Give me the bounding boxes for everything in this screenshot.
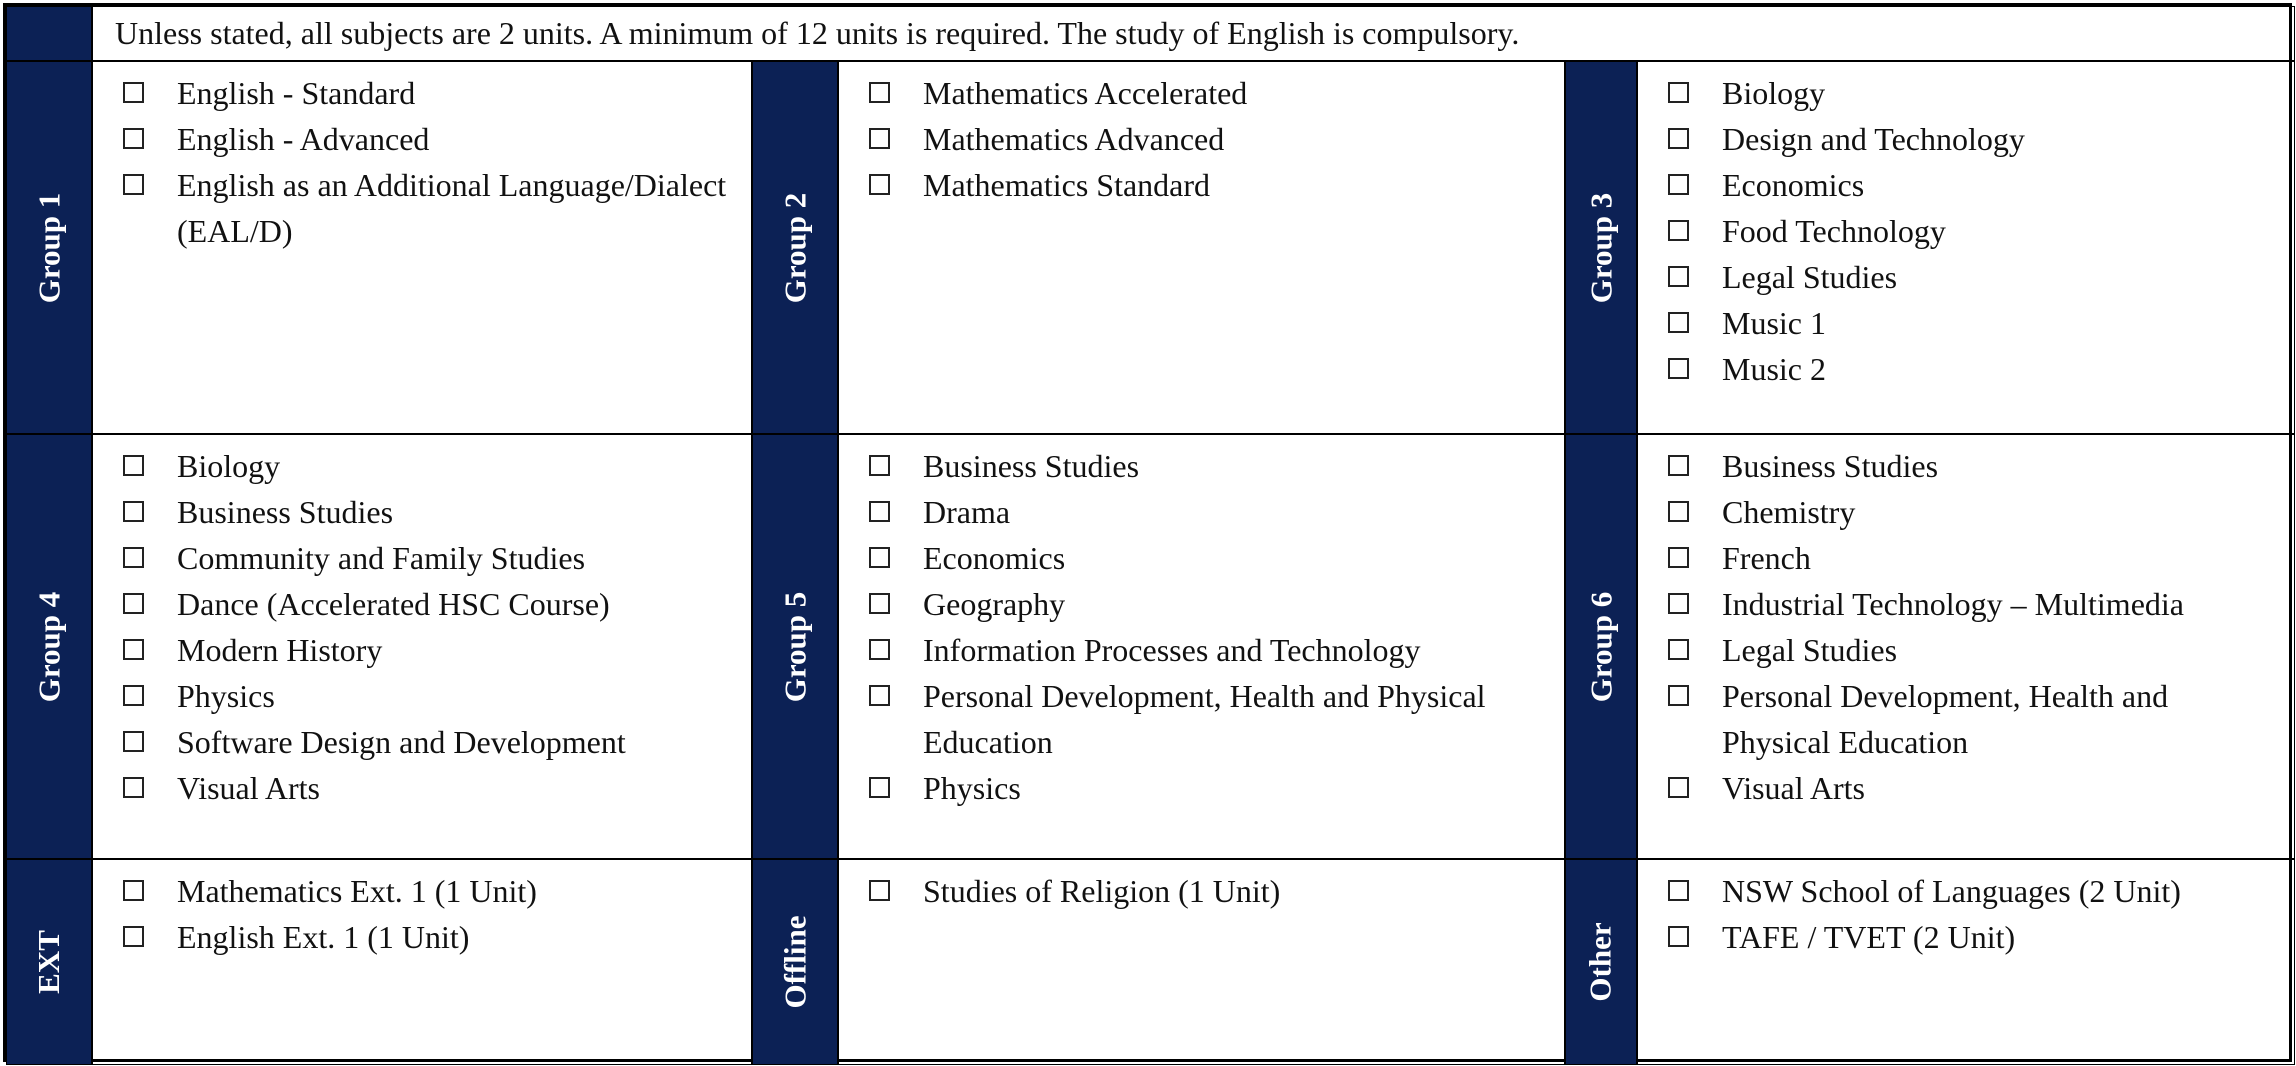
checkbox[interactable] xyxy=(1668,358,1689,379)
subject-label: Economics xyxy=(923,540,1066,576)
group-6-subject-list xyxy=(1637,434,2295,859)
subject-option[interactable] xyxy=(123,581,751,627)
ext-label-cell xyxy=(6,859,92,1065)
group-5-label-cell xyxy=(752,434,838,859)
subject-option[interactable] xyxy=(1668,300,2294,346)
subject-label: Biology xyxy=(1722,75,1826,111)
group-3-label-cell xyxy=(1565,61,1637,434)
subject-option[interactable] xyxy=(123,673,751,719)
group-4-label: Group 4 xyxy=(31,591,67,702)
checkbox[interactable] xyxy=(123,501,144,522)
subject-option[interactable] xyxy=(123,70,751,116)
checkbox[interactable] xyxy=(1668,455,1689,476)
checkbox[interactable] xyxy=(1668,501,1689,522)
subject-label: Mathematics Ext. 1 (1 Unit) xyxy=(177,873,537,909)
subject-option[interactable] xyxy=(123,489,751,535)
checkbox[interactable] xyxy=(123,880,144,901)
subject-label: Software Design and Development xyxy=(177,724,626,760)
subject-option[interactable] xyxy=(1668,673,2294,765)
subject-label: Drama xyxy=(923,494,1011,530)
checkbox[interactable] xyxy=(1668,593,1689,614)
group-1-label: Group 1 xyxy=(31,192,67,303)
subject-label: Mathematics Standard xyxy=(923,167,1211,203)
checkbox[interactable] xyxy=(869,593,890,614)
subject-label: TAFE / TVET (2 Unit) xyxy=(1722,919,2016,955)
subject-option[interactable] xyxy=(869,765,1564,811)
subject-option[interactable] xyxy=(1668,489,2294,535)
group-1-subject-list xyxy=(92,61,752,434)
subject-label: Legal Studies xyxy=(1722,259,1898,295)
subject-option[interactable] xyxy=(1668,765,2294,811)
subject-label: English as an Additional Language/Dialect (EAL/D) xyxy=(177,167,727,249)
subject-option[interactable] xyxy=(1668,254,2294,300)
checkbox[interactable] xyxy=(123,777,144,798)
subject-option[interactable] xyxy=(123,162,751,254)
subject-option[interactable] xyxy=(1668,581,2294,627)
subject-option[interactable] xyxy=(1668,208,2294,254)
checkbox[interactable] xyxy=(1668,220,1689,241)
subject-label: Physics xyxy=(177,678,275,714)
subject-label: Information Processes and Technology xyxy=(923,632,1421,668)
subject-option[interactable] xyxy=(123,116,751,162)
checkbox[interactable] xyxy=(1668,777,1689,798)
checkbox[interactable] xyxy=(123,926,144,947)
subject-label: Visual Arts xyxy=(177,770,320,806)
subject-label: Biology xyxy=(177,448,281,484)
subject-option[interactable] xyxy=(123,535,751,581)
subject-label: English - Advanced xyxy=(177,121,430,157)
group-5-label: Group 5 xyxy=(777,591,813,702)
checkbox[interactable] xyxy=(1668,128,1689,149)
subject-label: Visual Arts xyxy=(1722,770,1865,806)
checkbox[interactable] xyxy=(123,639,144,660)
subject-label: Chemistry xyxy=(1722,494,1856,530)
ext-label: EXT xyxy=(31,930,66,994)
checkbox[interactable] xyxy=(1668,82,1689,103)
other-label: Other xyxy=(1583,922,1619,1002)
offline-label-cell xyxy=(752,859,838,1065)
ext-subject-list xyxy=(92,859,752,1065)
subject-label: Design and Technology xyxy=(1722,121,2025,157)
checkbox[interactable] xyxy=(869,880,890,901)
checkbox[interactable] xyxy=(123,731,144,752)
subject-option[interactable] xyxy=(123,868,751,914)
checkbox[interactable] xyxy=(1668,547,1689,568)
subject-label: Legal Studies xyxy=(1722,632,1898,668)
subject-option[interactable] xyxy=(869,443,1564,489)
subject-label: Food Technology xyxy=(1722,213,1946,249)
header-side-cell xyxy=(6,6,92,61)
subject-option[interactable] xyxy=(1668,443,2294,489)
subject-label: Music 2 xyxy=(1722,351,1826,387)
group-4-subject-list xyxy=(92,434,752,859)
subject-label: Studies of Religion (1 Unit) xyxy=(923,873,1281,909)
checkbox[interactable] xyxy=(869,547,890,568)
checkbox[interactable] xyxy=(123,685,144,706)
checkbox[interactable] xyxy=(123,593,144,614)
group-2-label-cell xyxy=(752,61,838,434)
subject-option[interactable] xyxy=(1668,627,2294,673)
subject-label: Geography xyxy=(923,586,1066,622)
subject-option[interactable] xyxy=(869,70,1564,116)
subject-selection-table xyxy=(3,3,2292,1062)
subject-label: Economics xyxy=(1722,167,1865,203)
subject-label: Modern History xyxy=(177,632,383,668)
offline-label: Offline xyxy=(777,915,812,1009)
subject-option[interactable] xyxy=(1668,346,2294,392)
checkbox[interactable] xyxy=(123,174,144,195)
checkbox[interactable] xyxy=(869,174,890,195)
checkbox[interactable] xyxy=(1668,880,1689,901)
subject-option[interactable] xyxy=(869,627,1564,673)
subject-option[interactable] xyxy=(869,535,1564,581)
group-2-label: Group 2 xyxy=(777,192,813,303)
subject-option[interactable] xyxy=(869,162,1564,208)
group-2-subject-list xyxy=(838,61,1565,434)
subject-label: French xyxy=(1722,540,1811,576)
checkbox[interactable] xyxy=(1668,685,1689,706)
subject-option[interactable] xyxy=(869,673,1564,765)
checkbox[interactable] xyxy=(869,777,890,798)
subject-label: Business Studies xyxy=(177,494,394,530)
checkbox[interactable] xyxy=(1668,174,1689,195)
checkbox[interactable] xyxy=(1668,926,1689,947)
checkbox[interactable] xyxy=(869,455,890,476)
subject-option[interactable] xyxy=(1668,914,2294,960)
subject-option[interactable] xyxy=(123,443,751,489)
group-6-label-cell xyxy=(1565,434,1637,859)
subject-option[interactable] xyxy=(1668,868,2294,914)
subject-option[interactable] xyxy=(869,489,1564,535)
subject-label: Physics xyxy=(923,770,1021,806)
other-subject-list xyxy=(1637,859,2295,1065)
subject-label: English - Standard xyxy=(177,75,416,111)
subject-label: Music 1 xyxy=(1722,305,1826,341)
subject-option[interactable] xyxy=(1668,70,2294,116)
subject-label: Business Studies xyxy=(923,448,1140,484)
subject-option[interactable] xyxy=(869,581,1564,627)
group-6-label: Group 6 xyxy=(1583,591,1619,702)
checkbox[interactable] xyxy=(123,547,144,568)
checkbox[interactable] xyxy=(123,82,144,103)
checkbox[interactable] xyxy=(1668,639,1689,660)
subject-option[interactable] xyxy=(869,868,1564,914)
subject-label: Business Studies xyxy=(1722,448,1939,484)
subject-label: Community and Family Studies xyxy=(177,540,586,576)
subject-option[interactable] xyxy=(869,116,1564,162)
checkbox[interactable] xyxy=(1668,312,1689,333)
subject-option[interactable] xyxy=(123,627,751,673)
group-5-subject-list xyxy=(838,434,1565,859)
checkbox[interactable] xyxy=(123,455,144,476)
subject-option[interactable] xyxy=(123,914,751,960)
subject-option[interactable] xyxy=(1668,535,2294,581)
other-label-cell xyxy=(1565,859,1637,1065)
checkbox[interactable] xyxy=(1668,266,1689,287)
subject-label: Dance (Accelerated HSC Course) xyxy=(177,586,610,622)
checkbox[interactable] xyxy=(123,128,144,149)
instructions-header: Unless stated, all subjects are 2 units. A minimum of 12 units is required. The study of English is compulsory. xyxy=(92,6,2295,61)
subject-option[interactable] xyxy=(123,719,751,765)
checkbox[interactable] xyxy=(869,639,890,660)
group-3-label: Group 3 xyxy=(1583,192,1619,303)
group-1-label-cell xyxy=(6,61,92,434)
group-3-subject-list xyxy=(1637,61,2295,434)
subject-label: Personal Development, Health and Physical Education xyxy=(1722,678,2169,760)
group-4-label-cell xyxy=(6,434,92,859)
offline-subject-list xyxy=(838,859,1565,1065)
subject-label: Personal Development, Health and Physical Education xyxy=(923,678,1486,760)
checkbox[interactable] xyxy=(869,685,890,706)
checkbox[interactable] xyxy=(869,501,890,522)
subject-option[interactable] xyxy=(123,765,751,811)
subject-label: English Ext. 1 (1 Unit) xyxy=(177,919,470,955)
subject-label: Mathematics Accelerated xyxy=(923,75,1248,111)
subject-option[interactable] xyxy=(1668,162,2294,208)
subject-label: Mathematics Advanced xyxy=(923,121,1225,157)
checkbox[interactable] xyxy=(869,82,890,103)
subject-label: NSW School of Languages (2 Unit) xyxy=(1722,873,2181,909)
subject-label: Industrial Technology – Multimedia xyxy=(1722,586,2184,622)
subject-option[interactable] xyxy=(1668,116,2294,162)
checkbox[interactable] xyxy=(869,128,890,149)
